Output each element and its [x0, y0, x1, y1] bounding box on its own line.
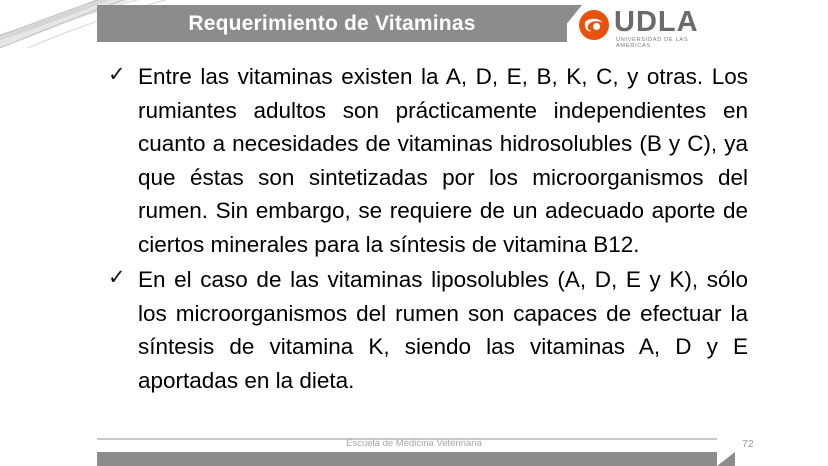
- udla-logo: [578, 6, 718, 49]
- slide-body: [100, 60, 748, 399]
- slide-number: 72: [742, 438, 754, 450]
- footer-banner: [97, 452, 717, 466]
- logo-subtitle: UNIVERSIDAD DE LAS AMÉRICAS: [616, 37, 689, 49]
- logo-wordmark: UDLA: [614, 6, 699, 38]
- footer-label: Escuela de Medicina Veterinaria: [346, 438, 482, 449]
- list-item-text: Entre las vitaminas existen la A, D, E, B, K, C, y otras. Los rumiantes adultos son prácticamente independientes en cuanto a necesidades de vitaminas hidrosolubles (B y C), ya que éstas son sintetizadas por los microorganismos del rumen. Sin embargo, se requiere de un adecuado aporte de ciertos minerales para la síntesis de vitamina B12.: [138, 64, 748, 257]
- udla-swirl-icon: [578, 9, 610, 41]
- slide-header: [0, 0, 828, 48]
- list-item: [100, 60, 748, 261]
- checkmark-icon: ✓: [108, 266, 126, 289]
- footer-banner-tail: [717, 452, 735, 466]
- page-title: Requerimiento de Vitaminas: [188, 12, 476, 35]
- list-item-text: En el caso de las vitaminas liposolubles (A, D, E y K), sólo los microorganismos del rumen son capaces de efectuar la síntesis de vitamina K, siendo las vitaminas A, D y E aportadas en la dieta.: [138, 267, 748, 393]
- checkmark-icon: ✓: [108, 63, 126, 86]
- list-item: [100, 263, 748, 397]
